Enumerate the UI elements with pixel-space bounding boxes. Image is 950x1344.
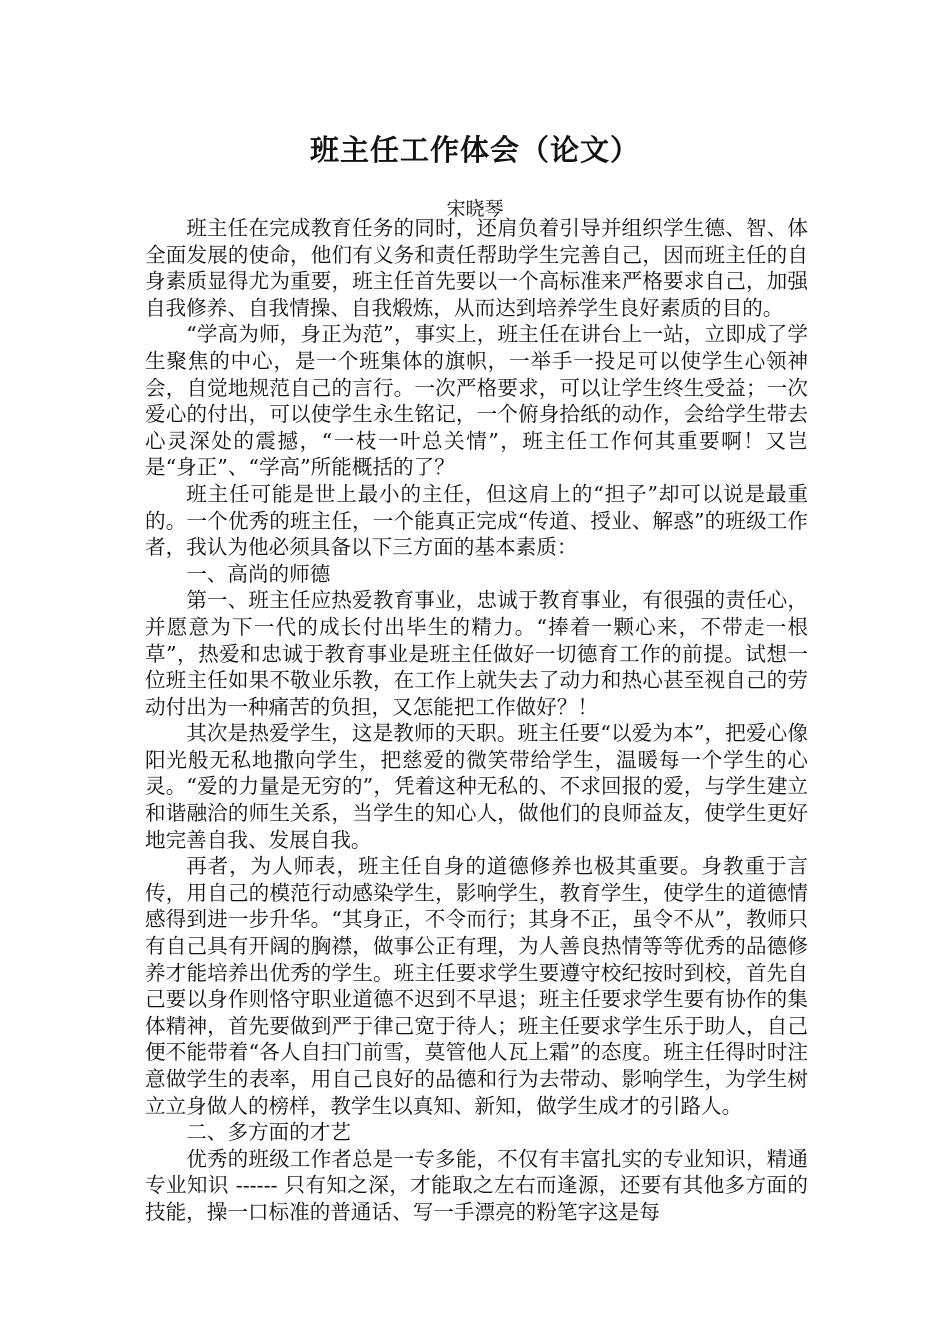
document-body	[145, 215, 808, 1226]
section-heading: 一、高尚的师德	[186, 561, 331, 586]
paragraph: 其次是热爱学生，这是教师的天职。班主任要“以爱为本”，把爱心像阳光般无私地撒向学生，把慈爱的微笑带给学生，温暖每一个学生的心灵。“爱的力量是无穷的”，凭着这种无私的、不求回报的爱，与学生建立和谐融洽的师生关系，当学生的知心人，做他们的良师益友，使学生更好地完善自我、发展自我。	[145, 721, 808, 852]
paragraph: “学高为师，身正为范”，事实上，班主任在讲台上一站，立即成了学生聚焦的中心，是一个班集体的旗帜，一举手一投足可以使学生心领神会，自觉地规范自己的言行。一次严格要求，可以让学生终生受益；一次爱心的付出，可以使学生永生铭记，一个俯身拾纸的动作，会给学生带去心灵深处的震撼，“一枝一叶总关情”，班主任工作何其重要啊！又岂是“身正”、“学高”所能概括的了？	[145, 322, 808, 480]
paragraph: 班主任在完成教育任务的同时，还肩负着引导并组织学生德、智、体全面发展的使命，他们有义务和责任帮助学生完善自己，因而班主任的自身素质显得尤为重要，班主任首先要以一个高标准来严格要求自己，加强自我修养、自我情操、自我煅炼，从而达到培养学生良好素质的目的。	[145, 216, 808, 320]
paragraph: 班主任可能是世上最小的主任，但这肩上的“担子”却可以说是最重的。一个优秀的班主任，一个能真正完成“传道、授业、解惑”的班级工作者，我认为他必须具备以下三方面的基本素质：	[145, 481, 808, 560]
author-name: 宋晓琴	[446, 198, 504, 220]
paragraph: 第一、班主任应热爱教育事业，忠诚于教育事业，有很强的责任心，并愿意为下一代的成长付出毕生的精力。“捧着一颗心来，不带走一根草”，热爱和忠诚于教育事业是班主任做好一切德育工作的前提。试想一位班主任如果不敬业乐教，在工作上就失去了动力和热心甚至视自己的劳动付出为一种痛苦的负担，又怎能把工作做好？！	[145, 588, 808, 719]
page-title: 班主任工作体会（论文）	[309, 133, 640, 167]
section-heading: 二、多方面的才艺	[186, 1120, 351, 1145]
paragraph: 再者，为人师表，班主任自身的道德修养也极其重要。身教重于言传，用自己的模范行动感染学生，影响学生，教育学生，使学生的道德情感得到进一步升华。“其身正，不令而行；其身不正，虽令不从”，教师只有自己具有开阔的胸襟，做事公正有理，为人善良热情等等优秀的品德修养才能培养出优秀的学生。班主任要求学生要遵守校纪按时到校，首先自己要以身作则恪守职业道德不迟到不早退；班主任要求学生要有协作的集体精神，首先要做到严于律己宽于待人；班主任要求学生乐于助人，自己便不能带着“各人自扫门前雪，莫管他人瓦上霜”的态度。班主任得时时注意做学生的表率，用自己良好的品德和行为去带动、影响学生，为学生树立立身做人的榜样，教学生以真知、新知，做学生成才的引路人。	[145, 854, 808, 1118]
paragraph: 优秀的班级工作者总是一专多能，不仅有丰富扎实的专业知识，精通专业知识 ------ 只有知之深，才能取之左右而逢源，还要有其他多方面的技能，操一口标准的普通话、写一手漂亮的粉笔字这是每	[145, 1146, 808, 1224]
